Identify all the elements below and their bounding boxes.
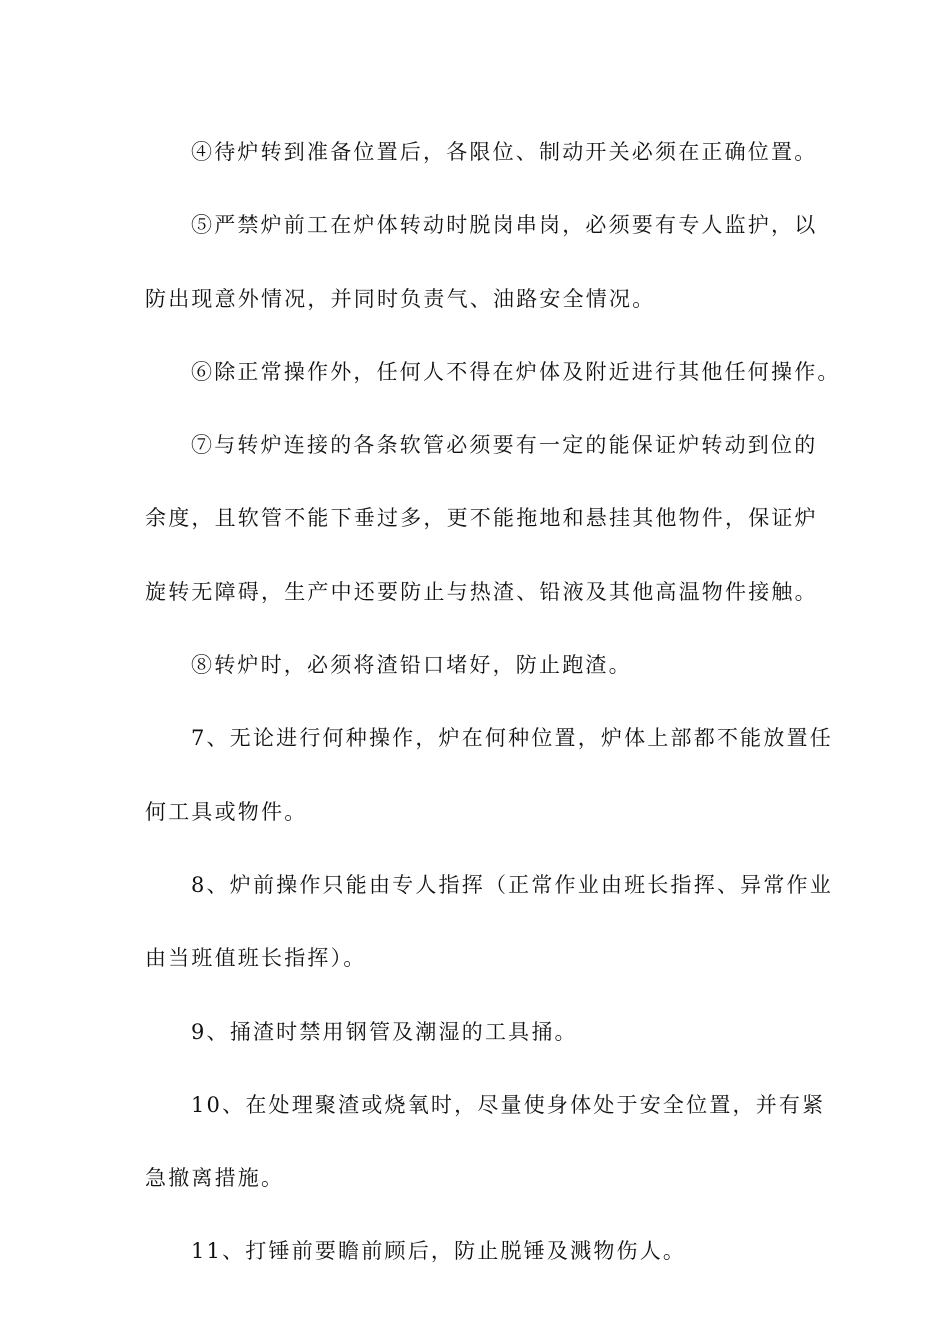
text-line: ⑤严禁炉前工在炉体转动时脱岗串岗，必须要有专人监护，以 [191,213,818,238]
text-line: ⑥除正常操作外，任何人不得在炉体及附近进行其他任何操作。 [191,359,841,384]
text-line: 由当班值班长指挥）。 [145,946,367,971]
text-line: 何工具或物件。 [145,799,308,824]
document-body [145,132,841,1305]
text-line: ④待炉转到准备位置后，各限位、制动开关必须在正确位置。 [191,140,818,164]
text-line: 急撤离措施。 [145,1166,285,1191]
text-line: 余度，且软管不能下垂过多，更不能拖地和悬挂其他物件，保证炉 [145,506,818,531]
text-line: 7、无论进行何种操作，炉在何种位置，炉体上部都不能放置任 [191,726,833,751]
text-line: ⑧转炉时，必须将渣铅口堵好，防止跑渣。 [191,653,632,678]
text-line: ⑦与转炉连接的各条软管必须要有一定的能保证炉转动到位的 [191,433,818,458]
text-line: 9、捅渣时禁用钢管及潮湿的工具捅。 [191,1019,578,1044]
text-line: 11、打锤前要瞻前顾后，防止脱锤及溅物伤人。 [191,1239,687,1264]
text-line: 防出现意外情况，并同时负责气、油路安全情况。 [145,286,656,311]
text-line: 8、炉前操作只能由专人指挥（正常作业由班长指挥、异常作业 [191,872,833,897]
text-line: 10、在处理聚渣或烧氧时，尽量使身体处于安全位置，并有紧 [191,1092,826,1117]
text-line: 旋转无障碍，生产中还要防止与热渣、铅液及其他高温物件接触。 [145,579,818,604]
